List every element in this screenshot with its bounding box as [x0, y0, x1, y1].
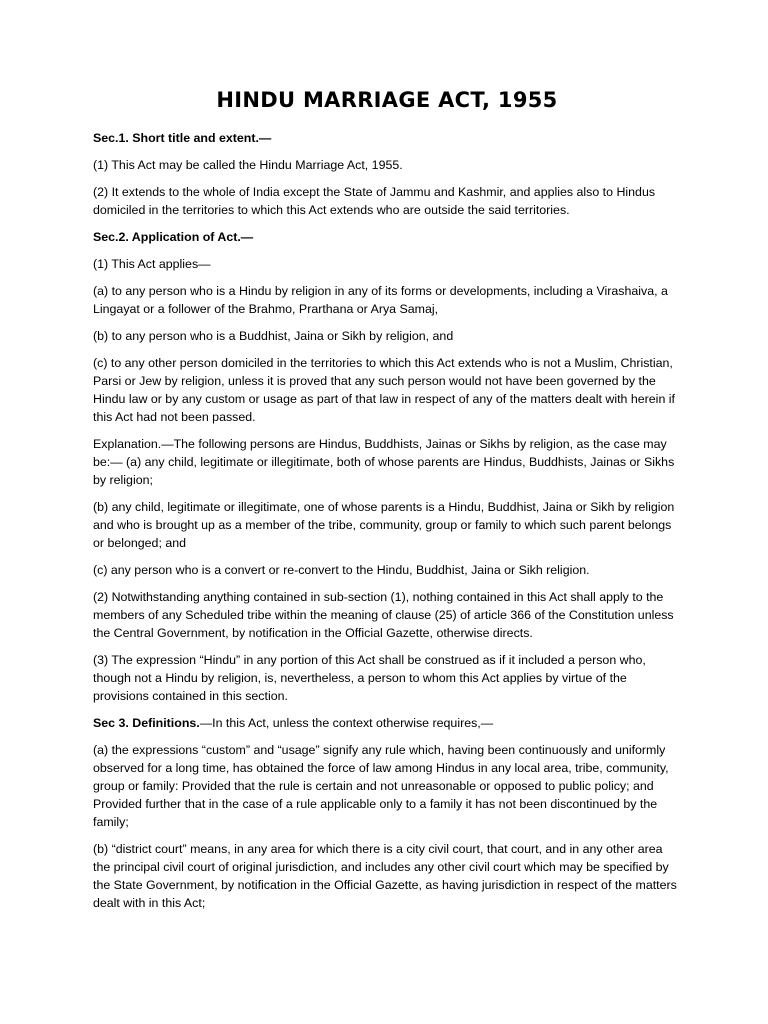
section-3-heading-tail: —In this Act, unless the context otherwise requires,— [199, 716, 494, 730]
section-2-paragraph-6: (b) any child, legitimate or illegitimate, one of whose parents is a Hindu, Buddhist, Jaina or Sikh by religion and who is brought up as a member of the tribe, community, group or family to which such parent belongs or belonged; and [93, 500, 675, 550]
section-1-paragraph-2: (2) It extends to the whole of India except the State of Jammu and Kashmir, and applies also to Hindus domiciled in the territories to which this Act extends who are outside the said territories. [93, 185, 656, 217]
document-title: HINDU MARRIAGE ACT, 1955 [216, 88, 558, 112]
section-3-paragraph-1: (a) the expressions “custom” and “usage” signify any rule which, having been continuously and uniformly observed for a long time, has obtained the force of law among Hindus in any local area, tribe, community, group or family: Provided that the rule is certain and not unreasonable or opposed to public policy; and Provided further that in the case of a rule applicable only to a family it has not been discontinued by the family; [93, 743, 669, 829]
section-3-paragraph-2: (b) “district court” means, in any area for which there is a city civil court, that court, and in any other area the principal civil court of original jurisdiction, and includes any other civil court which may be specified by the State Government, by notification in the Official Gazette, as having jurisdiction in respect of the matters dealt with in this Act; [93, 842, 677, 910]
section-2-paragraph-4: (c) to any other person domiciled in the territories to which this Act extends who is not a Muslim, Christian, Parsi or Jew by religion, unless it is proved that any such person would not have been governed by the Hindu law or by any custom or usage as part of that law in respect of any of the matters dealt with herein if this Act had not been passed. [93, 356, 675, 424]
section-2-paragraph-9: (3) The expression “Hindu” in any portion of this Act shall be construed as if it included a person who, though not a Hindu by religion, is, nevertheless, a person to whom this Act applies by virtue of the provisions contained in this section. [93, 653, 646, 703]
section-2-paragraph-2: (a) to any person who is a Hindu by religion in any of its forms or developments, including a Virashaiva, a Lingayat or a follower of the Brahmo, Prarthana or Arya Samaj, [93, 284, 668, 316]
section-3-heading: Sec 3. Definitions. [93, 716, 200, 730]
section-2-paragraph-3: (b) to any person who is a Buddhist, Jaina or Sikh by religion, and [93, 329, 454, 343]
section-2-heading: Sec.2. Application of Act.— [93, 230, 254, 244]
section-2-paragraph-5: Explanation.—The following persons are Hindus, Buddhists, Jainas or Sikhs by religion, as the case may be:— (a) any child, legitimate or illegitimate, both of whose parents are Hindus, Buddhists, Jainas or Sikhs by religion; [93, 437, 675, 487]
document-page [93, 86, 681, 921]
section-1-paragraph-1: (1) This Act may be called the Hindu Marriage Act, 1955. [93, 158, 403, 172]
section-2-paragraph-1: (1) This Act applies— [93, 257, 211, 271]
section-1-heading: Sec.1. Short title and extent.— [93, 131, 272, 145]
section-2-paragraph-7: (c) any person who is a convert or re-convert to the Hindu, Buddhist, Jaina or Sikh religion. [93, 563, 590, 577]
section-2-paragraph-8: (2) Notwithstanding anything contained in sub-section (1), nothing contained in this Act shall apply to the members of any Scheduled tribe within the meaning of clause (25) of article 366 of the Constitution unless the Central Government, by notification in the Official Gazette, otherwise directs. [93, 590, 674, 640]
section-3-heading-line [93, 714, 681, 732]
